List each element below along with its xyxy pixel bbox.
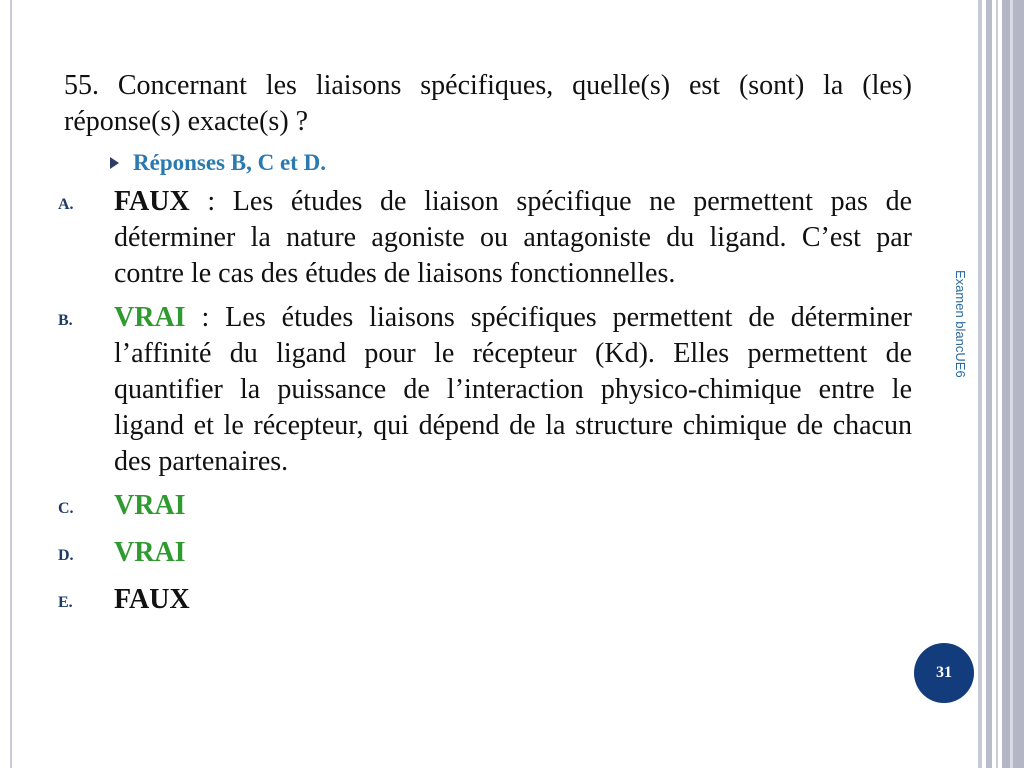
verdict-separator: : (189, 186, 233, 217)
answer-item-c (58, 488, 912, 527)
answer-body (114, 582, 912, 618)
right-decor-bar (996, 0, 998, 768)
slide-content (58, 68, 913, 629)
verdict-label: VRAI (114, 537, 186, 568)
left-border-line (10, 0, 12, 768)
verdict-label: FAUX (114, 584, 190, 615)
right-decor-bar (978, 0, 982, 768)
answer-body (114, 184, 912, 292)
verdict-separator: : (185, 302, 226, 333)
answer-item-a (58, 184, 912, 292)
answer-item-b (58, 300, 912, 480)
answer-letter: B. (58, 312, 73, 329)
answer-item-d (58, 535, 912, 574)
right-decor-bar (986, 0, 992, 768)
answer-letter: A. (58, 196, 74, 213)
answer-summary (110, 148, 912, 178)
answer-explanation: Les études de liaison spécifique ne permettent pas de déterminer la nature agoniste ou antagoniste du ligand. C’est par contre le cas des études de liaisons fonctionnelles. (114, 186, 913, 289)
answer-item-e (58, 582, 912, 621)
answer-body (114, 535, 912, 571)
right-decor-bar (1010, 0, 1013, 768)
answer-body (114, 300, 912, 480)
answer-letter: D. (58, 547, 74, 564)
answer-letter: E. (58, 594, 73, 611)
verdict-label: VRAI (114, 302, 186, 333)
question-text: 55. Concernant les liaisons spécifiques, quelle(s) est (sont) la (les) réponse(s) exacte(s) ? (64, 70, 912, 137)
arrow-bullet-icon (110, 157, 119, 169)
verdict-label: VRAI (114, 490, 186, 521)
verdict-label: FAUX (114, 186, 190, 217)
answer-explanation: Les études liaisons spécifiques permettent de déterminer l’affinité du ligand pour le récepteur (Kd). Elles permettent de quantifier la puissance de l’interaction physico-chimique entre le ligand et le récepteur, qui dépend de la structure chimique de chacun des partenaires. (114, 302, 912, 477)
answer-list (58, 184, 913, 621)
page-number-badge: 31 (914, 643, 974, 703)
right-decor-bar (1002, 0, 1024, 768)
answer-letter: C. (58, 500, 74, 517)
answer-body (114, 488, 912, 524)
answer-summary-text: Réponses B, C et D. (133, 150, 326, 175)
footer-side-label: Examen blancUE6 (953, 270, 968, 378)
